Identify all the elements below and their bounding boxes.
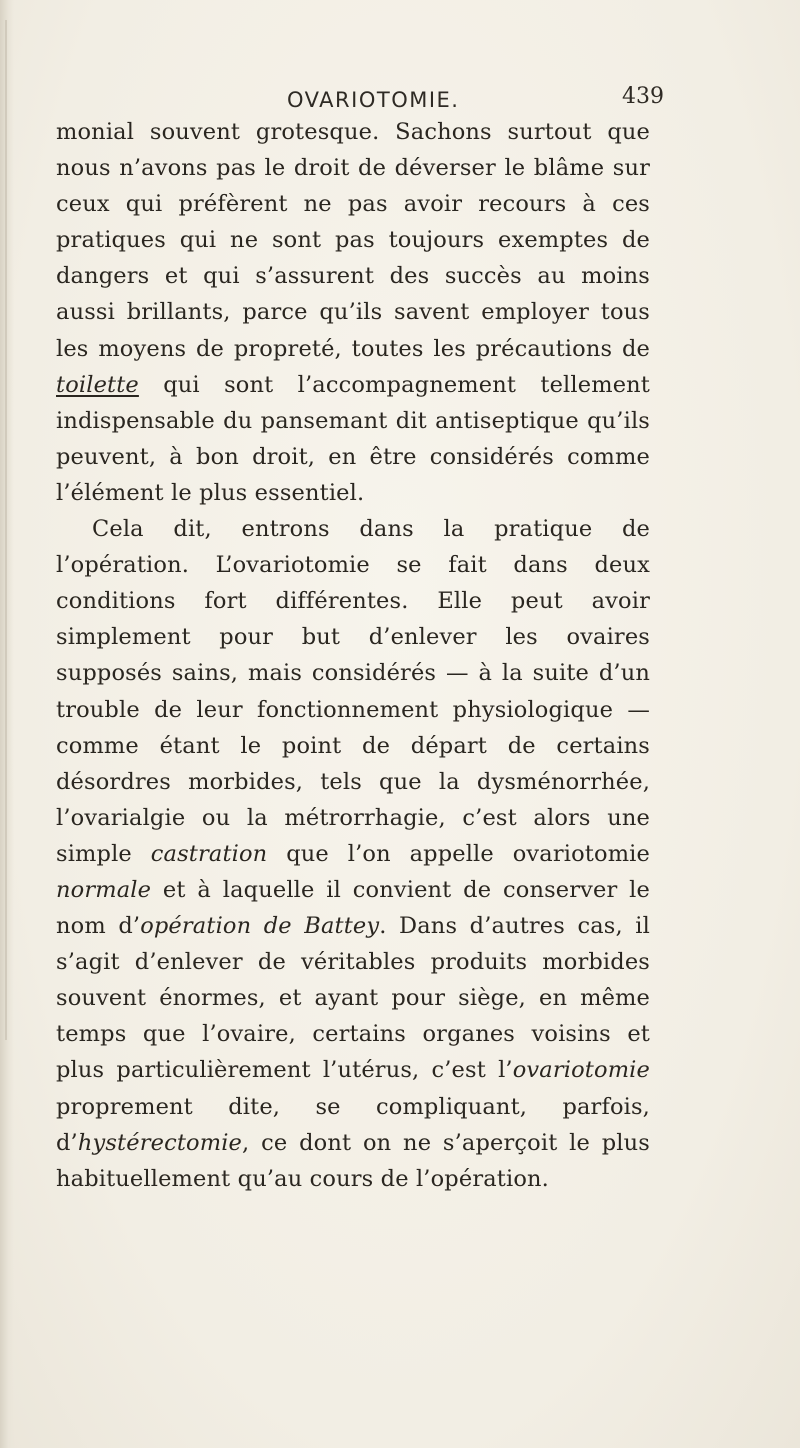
underlined-term-toilette: toilette: [56, 371, 139, 398]
text-segment: , ce dont on ne s’aperçoit le plus habituellement qu’au cours de l’opération.: [56, 1129, 650, 1192]
body-text: [56, 114, 650, 1197]
text-segment: et à laquelle il convient de conserver le nom d’: [56, 876, 650, 940]
italic-term-operation-de-battey: opération de Battey: [140, 913, 380, 940]
text-segment: qui sont l’accompagnement tellement indispensable du pansemant dit antiseptique qu’ils peuvent, à bon droit, en être considérés comme l’élément le plus essentiel.: [56, 371, 650, 506]
italic-term-normale: normale: [56, 876, 152, 903]
running-title: OVARIOTOMIE.: [287, 88, 460, 112]
page-number: 439: [622, 84, 664, 109]
text-segment: monial souvent grotesque. Sachons surtout que nous n’avons pas le droit de déverser le blâme sur ceux qui préfèrent ne pas avoir recours à ces pratiques qui ne sont pas toujours exemptes de dangers et qui s’assurent des succès au moins aussi brillants, parce qu’ils savent employer tous les moyens de propreté, toutes les précautions de: [56, 119, 650, 362]
paragraph-2: [56, 511, 650, 1197]
paragraph-1: [56, 114, 650, 511]
italic-term-castration: castration: [150, 840, 268, 867]
page-edge-line: [5, 20, 7, 1040]
text-segment: proprement dite, se compliquant, parfois, d’: [56, 1093, 650, 1156]
text-segment: . Dans d’autres cas, il s’agit d’enlever de véritables produits morbides souvent énormes, et ayant pour siège, en même temps que l’ovaire, certains organes voisins et plus particulièrement l’utérus, c’est l’: [56, 913, 650, 1084]
text-segment: Cela dit, entrons dans la pratique de l’opération. L’ovariotomie se fait dans deux conditions fort différentes. Elle peut avoir simplement pour but d’enlever les ovaires supposés sains, mais considérés — à la suite d’un trouble de leur fonctionnement physiologique — comme étant le point de départ de certains désordres morbides, tels que la dysménorrhée, l’ovarialgie ou la métrorrhagie, c’est alors une simple: [56, 516, 650, 867]
page-gutter-shadow: [0, 0, 14, 1448]
italic-term-hysterectomie: hystérectomie: [77, 1129, 243, 1156]
italic-term-ovariotomie: ovariotomie: [512, 1057, 650, 1084]
text-segment: que l’on appelle ovariotomie: [267, 840, 650, 867]
